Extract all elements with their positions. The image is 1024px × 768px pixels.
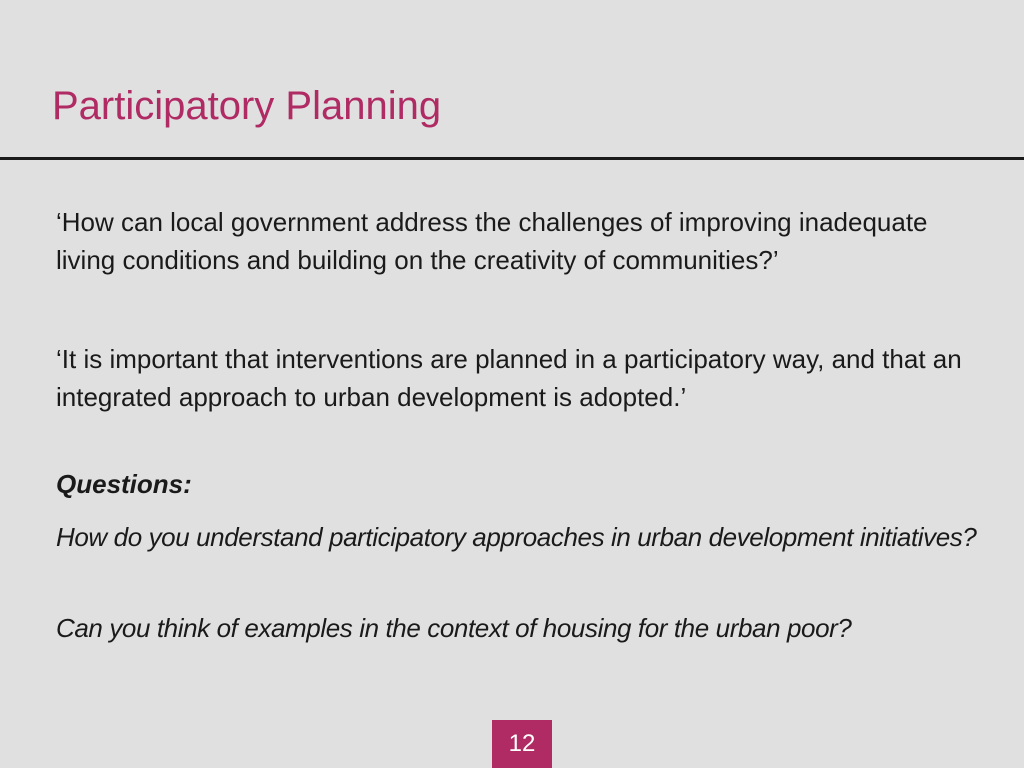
quote-local-government: ‘How can local government address the challenges of improving inadequate living conditions and building on the creativity of communities?’ [56, 207, 928, 275]
page-number-badge: 12 [492, 720, 552, 768]
question-participatory-approaches: How do you understand participatory approaches in urban development initiatives? [56, 522, 977, 552]
title-divider [0, 157, 1024, 160]
slide-title: Participatory Planning [52, 84, 442, 128]
question-housing-examples: Can you think of examples in the context of housing for the urban poor? [56, 613, 852, 643]
questions-heading: Questions: [56, 469, 192, 499]
quote-participatory-interventions: ‘It is important that interventions are planned in a participatory way, and that an integrated approach to urban development is adopted.’ [56, 344, 962, 412]
